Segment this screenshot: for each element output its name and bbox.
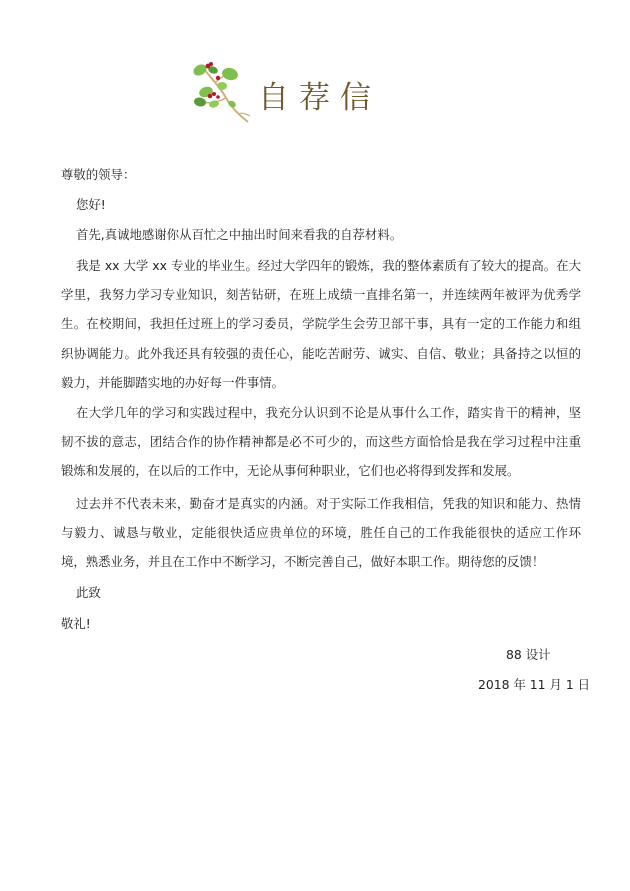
leafy-branch-icon (188, 56, 256, 126)
paragraph-experience: 在大学几年的学习和实践过程中，我充分认识到不论是从事什么工作，踏实肯干的精神，坚韧不拔的意志，团结合作的协作精神都是必不可少的，而这些方面恰恰是我在学习过程中注重锻炼和发展的，在以后的工作中，无论从事何种职业，它们也必将得到发挥和发展。 (61, 405, 581, 479)
closing-phrase: 此致 (76, 585, 101, 600)
paragraph-commitment: 过去并不代表未来，勤奋才是真实的内涵。对于实际工作我相信，凭我的知识和能力、热情与毅力、诚恳与敬业，定能很快适应贵单位的环境，胜任自己的工作我能很快的适应工作环境，熟悉业务，并且在工作中不断学习，不断完善自己，做好本职工作。期待您的反馈！ (61, 496, 581, 570)
letter-date: 2018 年 11 月 1 日 (478, 677, 591, 692)
greeting: 您好! (76, 197, 106, 212)
regards: 敬礼! (61, 616, 91, 631)
letter-header (188, 56, 408, 126)
letter-title: 自荐信 (258, 80, 381, 116)
salutation: 尊敬的领导： (61, 167, 136, 182)
paragraph-background: 我是 xx 大学 xx 专业的毕业生。经过大学四年的锻炼，我的整体素质有了较大的提高。在大学里，我努力学习专业知识，刻苦钻研，在班上成绩一直排名第一，并连续两年被评为优秀学生。在校期间，我担任过班上的学习委员，学院学生会劳卫部干事，具有一定的工作能力和组织协调能力。此外我还具有较强的责任心，能吃苦耐劳、诚实、自信、敬业；具备持之以恒的毅力，并能脚踏实地的办好每一件事情。 (61, 258, 581, 390)
signature: 88 设计 (506, 647, 551, 662)
paragraph-thanks: 首先,真诚地感谢你从百忙之中抽出时间来看我的自荐材料。 (76, 227, 403, 242)
